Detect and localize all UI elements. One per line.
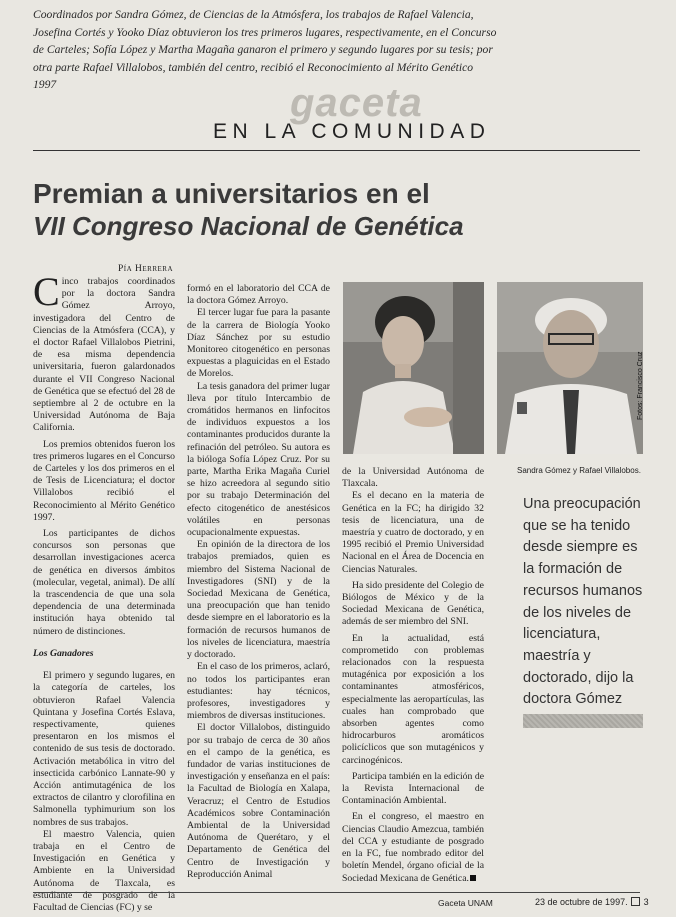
end-mark-icon: [470, 875, 476, 881]
square-icon: [631, 897, 640, 906]
paragraph: En la actualidad, está comprometido con problemas relacionados con la respuesta mutagénica por exposición a los contaminantes atmosféricos, especialmente las aeropartículas, las cuales han comprobado que absorben agentes como hidrocarburos aromáticos policíclicos que son mutagénicos y carcinogénicos.: [342, 632, 484, 766]
paragraph: En el caso de los primeros, aclaró, no todos los participantes eran estudiantes: hay técnicos, profesores, investigadores y miembros de diversas instituciones.: [187, 661, 330, 722]
pull-quote: Una preocupación que se ha tenido desde siempre es la formación de recursos humanos de los niveles de licenciatura, maestría y doctorado, dijo la doctora Gómez: [523, 496, 643, 708]
footer-publication: Gaceta UNAM: [438, 898, 493, 908]
pull-quote-bar: [523, 714, 643, 728]
drop-cap: C: [33, 269, 60, 314]
page-number: 3: [643, 897, 649, 907]
paragraph: El tercer lugar fue para la pasante de la carrera de Biología Yooko Díaz Sánchez por su estudio Monitoreo citogenético en personas expuestas a plaguicidas en el Estado de Morelos.: [187, 307, 330, 380]
portrait-man-image: [497, 282, 643, 454]
paragraph: La tesis ganadora del primer lugar lleva por título Intercambio de cromátidos hermanos en linfocitos de individuos expuestos a los contaminantes producidos durante la refinación del petróleo. Su autora es la bióloga Sofía López Cruz. Por su parte, Martha Erika Magaña Curiel se hizo acreedora al segundo sitio por su trabajo Determinación del efecto citogenético de anestésicos volátiles en personas ocupacionalmente expuestas.: [187, 380, 330, 539]
paragraph: El doctor Villalobos, distinguido por su trabajo de cerca de 30 años en el campo de la genética, es fundador de varias instituciones de investigación y enseñanza en el país: la Facultad de Biología en Xalapa, Veracruz; el Centro de Estudios Académicos sobre Contaminación Ambiental de la Universidad Autónoma de Querétaro, y el Departamento de Genética del Centro de Investigación y Reproducción Animal: [187, 722, 330, 880]
paragraph: Ha sido presidente del Colegio de Biólogos de México y de la Sociedad Mexicana de Genética, además de ser miembro del SNI.: [342, 579, 484, 628]
article-column-3: [342, 466, 484, 885]
footer-date-page: [535, 897, 649, 907]
bottom-rule: [33, 892, 640, 893]
article-column-1: [33, 262, 175, 914]
article-column-2: [187, 283, 330, 881]
paragraph: formó en el laboratorio del CCA de la doctora Gómez Arroyo.: [187, 283, 330, 307]
portrait-woman-image: [343, 282, 484, 454]
footer-date: 23 de octubre de 1997.: [535, 897, 628, 907]
paragraph: inco trabajos coordinados por la doctora Sandra Gómez Arroyo, investigadora del Centro de Ciencias de la Atmósfera (CCA), y el doctor Rafael Villalobos Pietrini, de esa misma dependencia universitaria, fueron galardonados durante el VII Congreso Nacional de Genética que se efectuó del 28 de septiembre al 2 de octubre en la Universidad Autónoma de Baja California.: [33, 276, 175, 434]
headline: [33, 178, 593, 242]
photo-credit: Fotos: Francisco Cruz: [637, 351, 644, 420]
paragraph: El primero y segundo lugares, en la categoría de carteles, los obtuvieron Rafael Valencia Quintana y Josefina Cortés Eslava, respectivamente, quienes presentaron en los mismos el contenido de sus tesis de doctorado. Activación metabólica in vitro del insecticida carbónico Lannate-90 y Acción antimutagénica de los extractos de cilantro y clorofilina en Salmonella typhimurium son los nombres de sus trabajos.: [33, 670, 175, 828]
section-title: EN LA COMUNIDAD: [213, 120, 491, 143]
headline-line-1: Premian a universitarios en el: [33, 178, 430, 209]
top-rule: [33, 150, 640, 151]
intro-summary: Coordinados por Sandra Gómez, de Ciencias de la Atmósfera, los trabajos de Rafael Valencia, Josefina Cortés y Yooko Díaz obtuvieron los tres primeros lugares, respectivamente, en el Concurso de Carteles; Sofía López y Martha Magaña ganaron el primero y segundo lugares por su tesis; por otra parte Rafael Villalobos, también del centro, recibió el Reconocimiento al Mérito Genético 1997: [33, 8, 497, 91]
paragraph: En el congreso, el maestro en Ciencias Claudio Amezcua, también del CCA y estudiante de posgrado en la FC, fue nombrado editor del boletín Mendel, órgano oficial de la Sociedad Mexicana de Genética.: [342, 811, 484, 884]
paragraph: de la Universidad Autónoma de Tlaxcala.: [342, 466, 484, 490]
gaceta-logo: gaceta: [290, 81, 423, 125]
byline: Pía Herrera: [118, 264, 174, 274]
photo-rafael-villalobos: [497, 282, 643, 454]
paragraph: El maestro Valencia, quien trabaja en el Centro de Investigación en Genética y Ambiente en la Universidad Autónoma de Tlaxcala, es estudiante de posgrado de la Facultad de Ciencias (FC) y se: [33, 828, 175, 913]
paragraph: En opinión de la directora de los trabajos premiados, quien es miembro del Sistema Nacional de Investigadores (SNI) y de la Sociedad Mexicana de Genética, una preocupación que han tenido desde siempre en el laboratorio es la formación de recursos humanos de los niveles de licenciatura, maestría y doctorado.: [187, 539, 330, 661]
headline-line-2: VII Congreso Nacional de Genética: [33, 211, 464, 241]
photo-sandra-gomez: [343, 282, 484, 454]
paragraph: Participa también en la edición de la Revista Internacional de Contaminación Ambiental.: [342, 770, 484, 807]
photo-caption: Sandra Gómez y Rafael Villalobos.: [517, 466, 641, 475]
subheading: Los Ganadores: [33, 647, 94, 659]
paragraph: Los premios obtenidos fueron los tres primeros lugares en el Concurso de Carteles y los dos primeros en el de Tesis de Licenciatura; el doctor Villalobos recibió el Reconocimiento al Mérito Genético 1997.: [33, 438, 175, 523]
paragraph: Es el decano en la materia de Genética en la FC; ha dirigido 32 tesis de licenciatura, una de maestría y cuatro de doctorado, y en 1995 recibió el Premio Universidad Nacional en el Área de Docencia en Ciencias Naturales.: [342, 490, 484, 575]
paragraph: Los participantes de dichos concursos son personas que desarrollan investigaciones acerca de genética en diversos ámbitos (molecular, vegetal, animal). De allí la trascendencia de que una sola dependencia de una determinada institución haya obtenido tal número de distinciones.: [33, 528, 175, 637]
